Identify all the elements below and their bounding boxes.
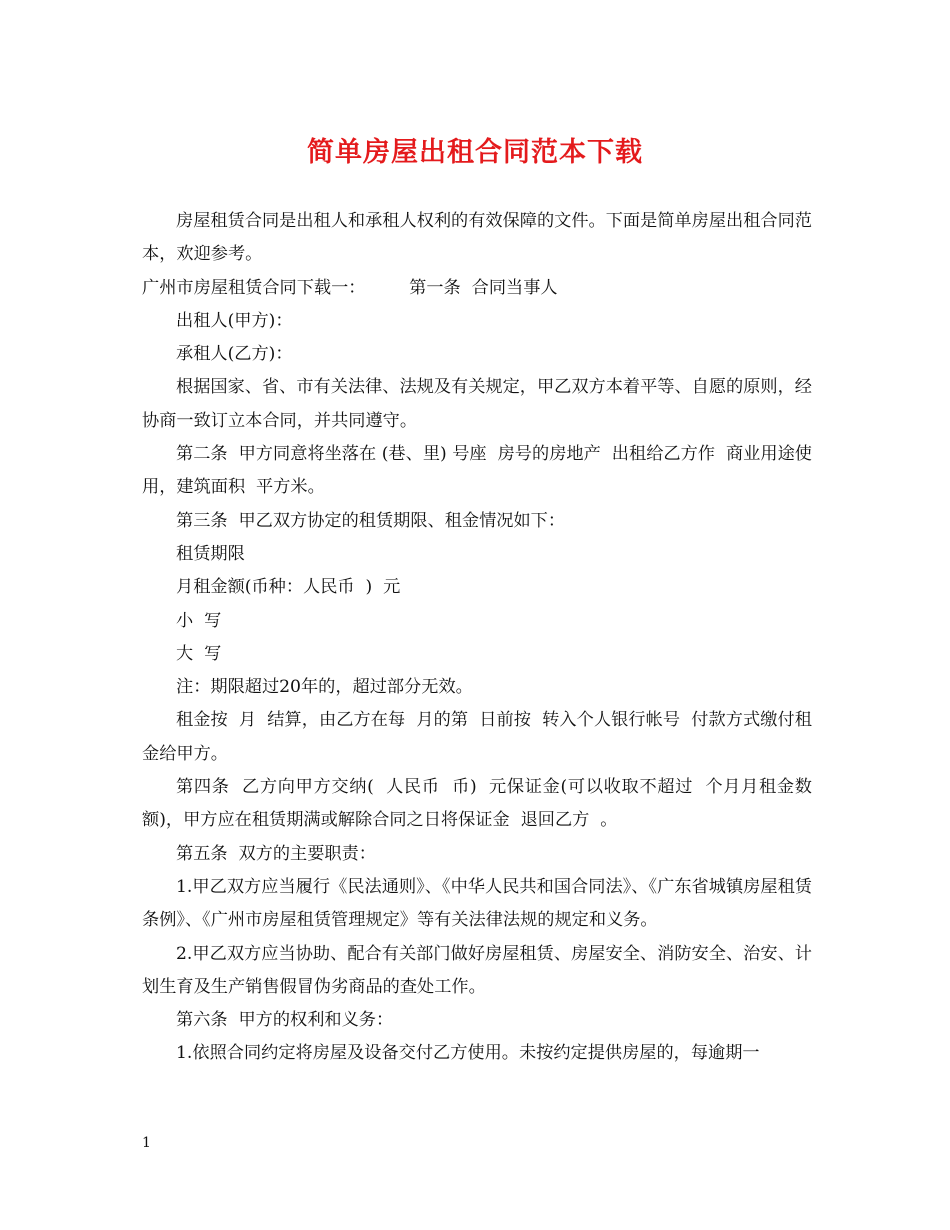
paragraph-lease-term: 租赁期限 <box>176 543 245 564</box>
paragraph-article-6: 第六条 甲方的权利和义务： <box>176 1010 394 1031</box>
paragraph-note: 注：期限超过20年的，超过部分无效。 <box>176 677 473 698</box>
paragraph-party-a-duty-1: 1.依照合同约定将房屋及设备交付乙方使用。未按约定提供房屋的，每逾期一 <box>176 1043 760 1064</box>
paragraph-article-3: 第三条 甲乙双方协定的租赁期限、租金情况如下： <box>176 510 566 531</box>
paragraph-intro: 房屋租赁合同是出租人和承租人权利的有效保障的文件。下面是简单房屋出租合同范本，欢迎参考。 <box>142 211 812 265</box>
paragraph-legal-basis: 根据国家、省、市有关法律、法规及有关规定，甲乙双方本着平等、自愿的原则，经协商一致订立本合同，并共同遵守。 <box>142 377 812 431</box>
paragraph-lowercase-amount: 小 写 <box>176 610 222 631</box>
page-number: 1 <box>142 1135 151 1151</box>
paragraph-duty-2: 2.甲乙双方应当协助、配合有关部门做好房屋租赁、房屋安全、消防安全、治安、计划生育及生产销售假冒伪劣商品的查处工作。 <box>142 943 812 997</box>
paragraph-monthly-rent: 月租金额(币种：人民币 ) 元 <box>176 577 401 598</box>
document-title: 简单房屋出租合同范本下载 <box>307 137 643 168</box>
paragraph-duty-1: 1.甲乙双方应当履行《民法通则》、《中华人民共和国合同法》、《广东省城镇房屋租赁条例》、《广州市房屋租赁管理规定》等有关法律法规的规定和义务。 <box>142 876 812 931</box>
document-body <box>142 205 812 1071</box>
paragraph-article-2: 第二条 甲方同意将坐落在 (巷、里) 号座 房号的房地产 出租给乙方作 商业用途使用，建筑面积 平方米。 <box>142 444 812 498</box>
paragraph-contract-heading: 广州市房屋租赁合同下载一： 第一条 合同当事人 <box>142 277 558 298</box>
paragraph-rent-payment: 租金按 月 结算，由乙方在每 月的第 日前按 转入个人银行帐号 付款方式缴付租金给甲方。 <box>142 710 812 764</box>
paragraph-uppercase-amount: 大 写 <box>176 643 222 664</box>
paragraph-lessor: 出租人(甲方)： <box>176 310 293 331</box>
paragraph-article-4: 第四条 乙方向甲方交纳( 人民币 币) 元保证金(可以收取不超过 个月月租金数额)，甲方应在租赁期满或解除合同之日将保证金 退回乙方 。 <box>142 777 812 831</box>
paragraph-article-5: 第五条 双方的主要职责： <box>176 843 376 864</box>
paragraph-lessee: 承租人(乙方)： <box>176 344 293 365</box>
